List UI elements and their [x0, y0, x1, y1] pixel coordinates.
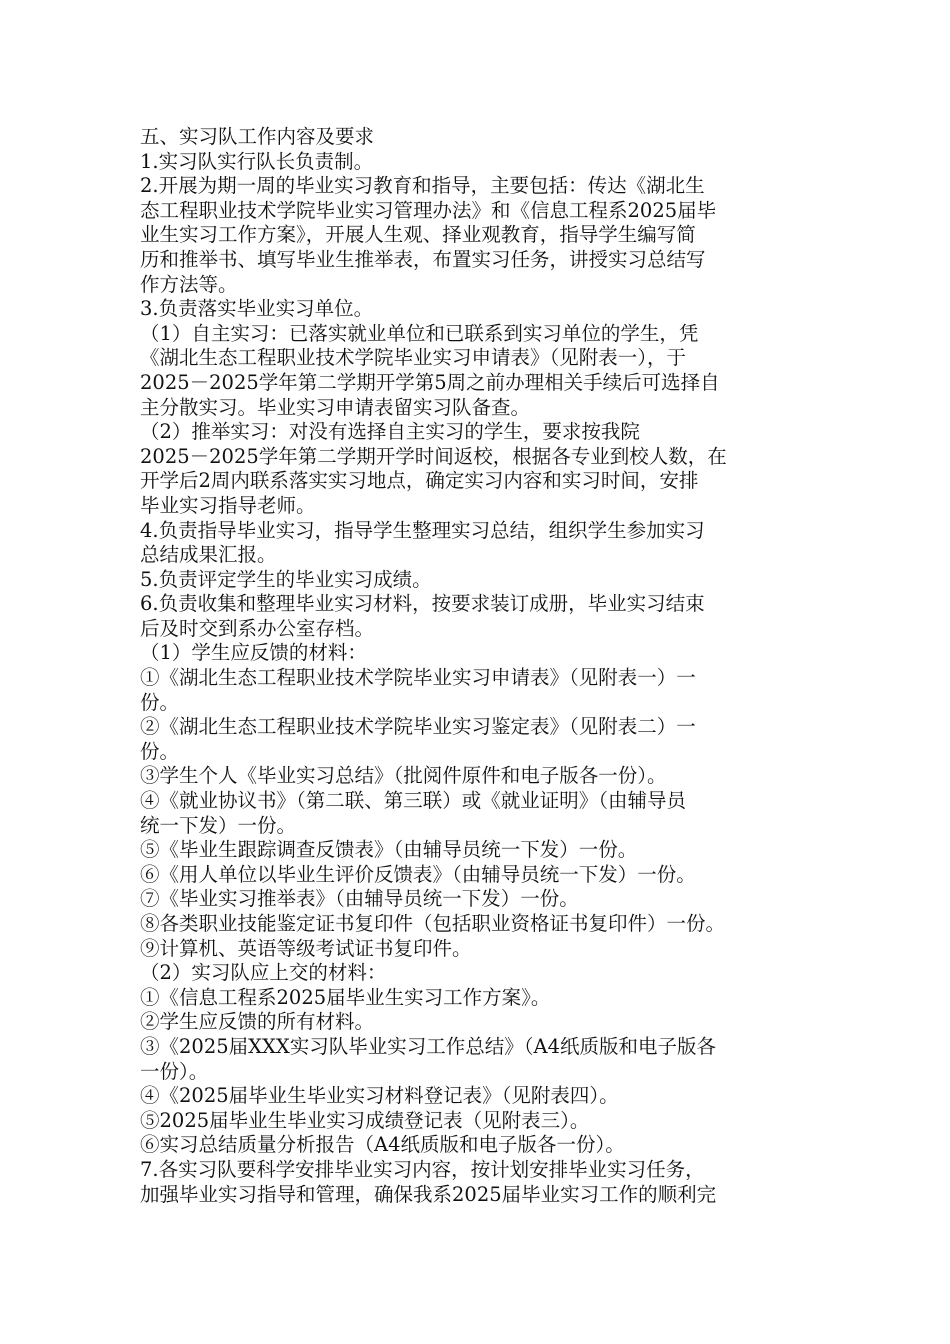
text-line: 主分散实习。毕业实习申请表留实习队备查。: [140, 395, 531, 419]
text-line: ②《湖北生态工程职业技术学院毕业实习鉴定表》（见附表二）一: [140, 715, 696, 739]
text-line: 总结成果汇报。: [140, 543, 277, 567]
text-line: 5.负责评定学生的毕业实习成绩。: [140, 567, 432, 591]
text-line: 业生实习工作方案》，开展人生观、择业观教育，指导学生编写简: [140, 223, 696, 247]
text-line: ①《湖北生态工程职业技术学院毕业实习申请表》（见附表一）一: [140, 666, 696, 690]
text-line: 作方法等。: [140, 272, 238, 296]
text-line: ④《2025届毕业生毕业实习材料登记表》（见附表四）。: [140, 1084, 619, 1108]
text-line: ⑥实习总结质量分析报告（A4纸质版和电子版各一份）。: [140, 1133, 625, 1157]
text-line: ⑦《毕业实习推举表》（由辅导员统一下发）一份。: [140, 887, 579, 911]
text-line: （2）实习队应上交的材料：: [140, 961, 387, 985]
section-heading: 五、实习队工作内容及要求: [140, 125, 375, 148]
text-line: 2.开展为期一周的毕业实习教育和指导，主要包括：传达《湖北生: [140, 174, 705, 198]
text-line: 2025－2025学年第二学期开学第5周之前办理相关手续后可选择自: [140, 370, 720, 394]
text-line: ①《信息工程系2025届毕业生实习工作方案》。: [140, 985, 551, 1009]
text-line: 份。: [140, 739, 180, 763]
text-line: 加强毕业实习指导和管理，确保我系2025届毕业实习工作的顺利完: [140, 1182, 717, 1206]
text-line: 7.各实习队要科学安排毕业实习内容，按计划安排毕业实习任务，: [140, 1157, 705, 1181]
text-line: 4.负责指导毕业实习，指导学生整理实习总结，组织学生参加实习: [140, 518, 705, 542]
text-line: 3.负责落实毕业实习单位。: [140, 297, 374, 321]
text-line: ⑤《毕业生跟踪调查反馈表》（由辅导员统一下发）一份。: [140, 838, 638, 862]
text-line: 《湖北生态工程职业技术学院毕业实习申请表》（见附表一），于: [140, 346, 687, 370]
text-line: 6.负责收集和整理毕业实习材料，按要求装订成册，毕业实习结束: [140, 592, 705, 616]
text-line: ③《2025届XXX实习队毕业实习工作总结》（A4纸质版和电子版各: [140, 1034, 717, 1058]
text-line: 统一下发）一份。: [140, 813, 297, 837]
text-line: 一份）。: [140, 1059, 209, 1083]
text-line: ⑥《用人单位以毕业生评价反馈表》（由辅导员统一下发）一份。: [140, 862, 696, 886]
document-body: [140, 125, 820, 1207]
text-line: （2）推举实习：对没有选择自主实习的学生，要求按我院: [140, 420, 640, 444]
text-line: 毕业实习指导老师。: [140, 493, 316, 517]
text-line: 2025－2025学年第二学期开学时间返校，根据各专业到校人数，在: [140, 444, 727, 468]
text-line: 1.实习队实行队长负责制。: [140, 149, 374, 173]
text-line: ④《就业协议书》（第二联、第三联）或《就业证明》（由辅导员: [140, 789, 687, 813]
text-line: 态工程职业技术学院毕业实习管理办法》和《信息工程系2025届毕: [140, 198, 717, 222]
text-line: （1）自主实习：已落实就业单位和已联系到实习单位的学生，凭: [140, 321, 699, 345]
text-line: 历和推举书、填写毕业生推举表，布置实习任务，讲授实习总结写: [140, 247, 706, 271]
text-line: 开学后2周内联系落实实习地点，确定实习内容和实习时间，安排: [140, 469, 699, 493]
text-line: ③学生个人《毕业实习总结》（批阅件原件和电子版各一份）。: [140, 764, 667, 788]
text-line: 后及时交到系办公室存档。: [140, 616, 375, 640]
text-line: ⑨计算机、英语等级考试证书复印件。: [140, 936, 472, 960]
text-line: ⑧各类职业技能鉴定证书复印件（包括职业资格证书复印件）一份。: [140, 912, 726, 935]
text-line: ②学生应反馈的所有材料。: [140, 1010, 375, 1034]
text-line: ⑤2025届毕业生毕业实习成绩登记表（见附表三）。: [140, 1108, 590, 1132]
text-line: （1）学生应反馈的材料：: [140, 641, 367, 665]
text-line: 份。: [140, 690, 180, 714]
